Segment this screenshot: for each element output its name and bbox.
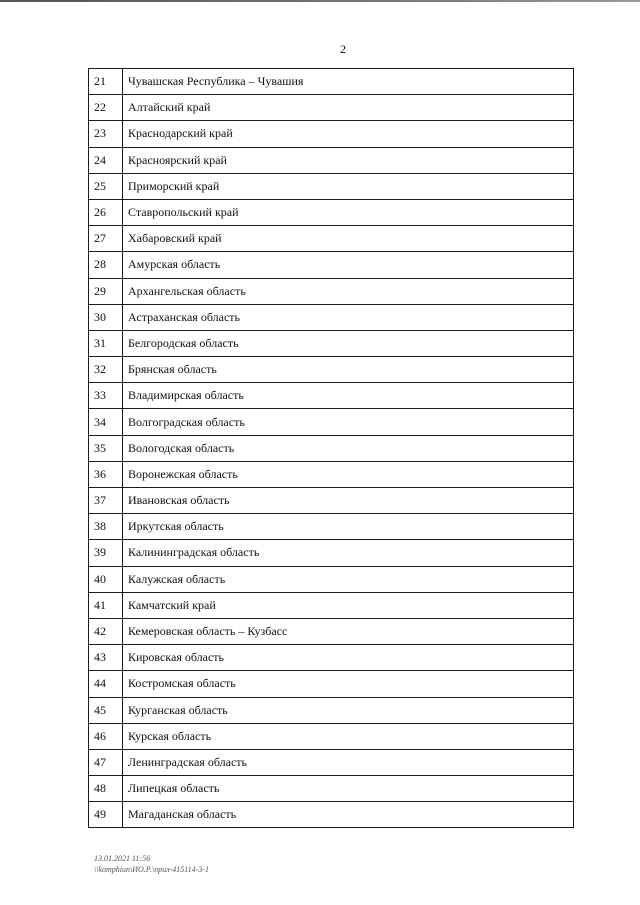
table-row (89, 671, 574, 697)
row-number-cell: 37 (89, 488, 123, 514)
row-number-cell: 29 (89, 278, 123, 304)
region-name-cell: Ставропольский край (123, 199, 574, 225)
row-number-cell: 46 (89, 723, 123, 749)
table-row (89, 409, 574, 435)
table-row (89, 435, 574, 461)
row-number-cell: 25 (89, 173, 123, 199)
region-name-cell: Иркутская область (123, 514, 574, 540)
region-name-cell: Магаданская область (123, 802, 574, 828)
table-row (89, 514, 574, 540)
row-number-cell: 21 (89, 69, 123, 95)
table-row (89, 357, 574, 383)
row-number-cell: 22 (89, 95, 123, 121)
table-row (89, 278, 574, 304)
row-number-cell: 43 (89, 645, 123, 671)
row-number-cell: 24 (89, 147, 123, 173)
table-row (89, 566, 574, 592)
region-name-cell: Алтайский край (123, 95, 574, 121)
row-number-cell: 48 (89, 776, 123, 802)
row-number-cell: 41 (89, 592, 123, 618)
table-row (89, 749, 574, 775)
region-name-cell: Калининградская область (123, 540, 574, 566)
region-name-cell: Липецкая область (123, 776, 574, 802)
table-row (89, 697, 574, 723)
region-name-cell: Красноярский край (123, 147, 574, 173)
table-row (89, 488, 574, 514)
region-name-cell: Воронежская область (123, 461, 574, 487)
table-row (89, 461, 574, 487)
region-name-cell: Хабаровский край (123, 226, 574, 252)
region-name-cell: Кемеровская область – Кузбасс (123, 618, 574, 644)
region-name-cell: Амурская область (123, 252, 574, 278)
region-name-cell: Краснодарский край (123, 121, 574, 147)
row-number-cell: 40 (89, 566, 123, 592)
table-row (89, 173, 574, 199)
table-row (89, 69, 574, 95)
table-row (89, 252, 574, 278)
table-row (89, 147, 574, 173)
region-name-cell: Астраханская область (123, 304, 574, 330)
footer-file-path: \\komphiun\ИО.Р.\прил-415114-3-1 (94, 865, 209, 874)
row-number-cell: 28 (89, 252, 123, 278)
region-name-cell: Приморский край (123, 173, 574, 199)
region-name-cell: Архангельская область (123, 278, 574, 304)
table-row (89, 540, 574, 566)
table-row (89, 723, 574, 749)
row-number-cell: 31 (89, 330, 123, 356)
region-name-cell: Чувашская Республика – Чувашия (123, 69, 574, 95)
row-number-cell: 32 (89, 357, 123, 383)
region-name-cell: Костромская область (123, 671, 574, 697)
row-number-cell: 49 (89, 802, 123, 828)
table-row (89, 199, 574, 225)
row-number-cell: 30 (89, 304, 123, 330)
table-row (89, 802, 574, 828)
row-number-cell: 47 (89, 749, 123, 775)
region-name-cell: Кировская область (123, 645, 574, 671)
row-number-cell: 44 (89, 671, 123, 697)
table-row (89, 383, 574, 409)
region-name-cell: Владимирская область (123, 383, 574, 409)
region-name-cell: Ленинградская область (123, 749, 574, 775)
table-row (89, 95, 574, 121)
row-number-cell: 34 (89, 409, 123, 435)
region-name-cell: Камчатский край (123, 592, 574, 618)
table-row (89, 776, 574, 802)
region-name-cell: Вологодская область (123, 435, 574, 461)
row-number-cell: 23 (89, 121, 123, 147)
region-name-cell: Брянская область (123, 357, 574, 383)
row-number-cell: 42 (89, 618, 123, 644)
region-name-cell: Курская область (123, 723, 574, 749)
region-name-cell: Ивановская область (123, 488, 574, 514)
table-row (89, 304, 574, 330)
row-number-cell: 35 (89, 435, 123, 461)
row-number-cell: 39 (89, 540, 123, 566)
table-row (89, 226, 574, 252)
footer-timestamp: 13.01.2021 11:56 (94, 854, 151, 863)
table-row (89, 618, 574, 644)
row-number-cell: 38 (89, 514, 123, 540)
document-footer (94, 853, 209, 875)
page-number: 2 (340, 42, 346, 56)
row-number-cell: 36 (89, 461, 123, 487)
row-number-cell: 45 (89, 697, 123, 723)
table-row (89, 121, 574, 147)
row-number-cell: 26 (89, 199, 123, 225)
table-row (89, 592, 574, 618)
region-table (88, 68, 574, 828)
row-number-cell: 27 (89, 226, 123, 252)
region-name-cell: Волгоградская область (123, 409, 574, 435)
region-table-body (89, 69, 574, 828)
region-name-cell: Калужская область (123, 566, 574, 592)
table-row (89, 645, 574, 671)
table-row (89, 330, 574, 356)
scan-edge (0, 0, 640, 2)
region-name-cell: Курганская область (123, 697, 574, 723)
row-number-cell: 33 (89, 383, 123, 409)
region-name-cell: Белгородская область (123, 330, 574, 356)
